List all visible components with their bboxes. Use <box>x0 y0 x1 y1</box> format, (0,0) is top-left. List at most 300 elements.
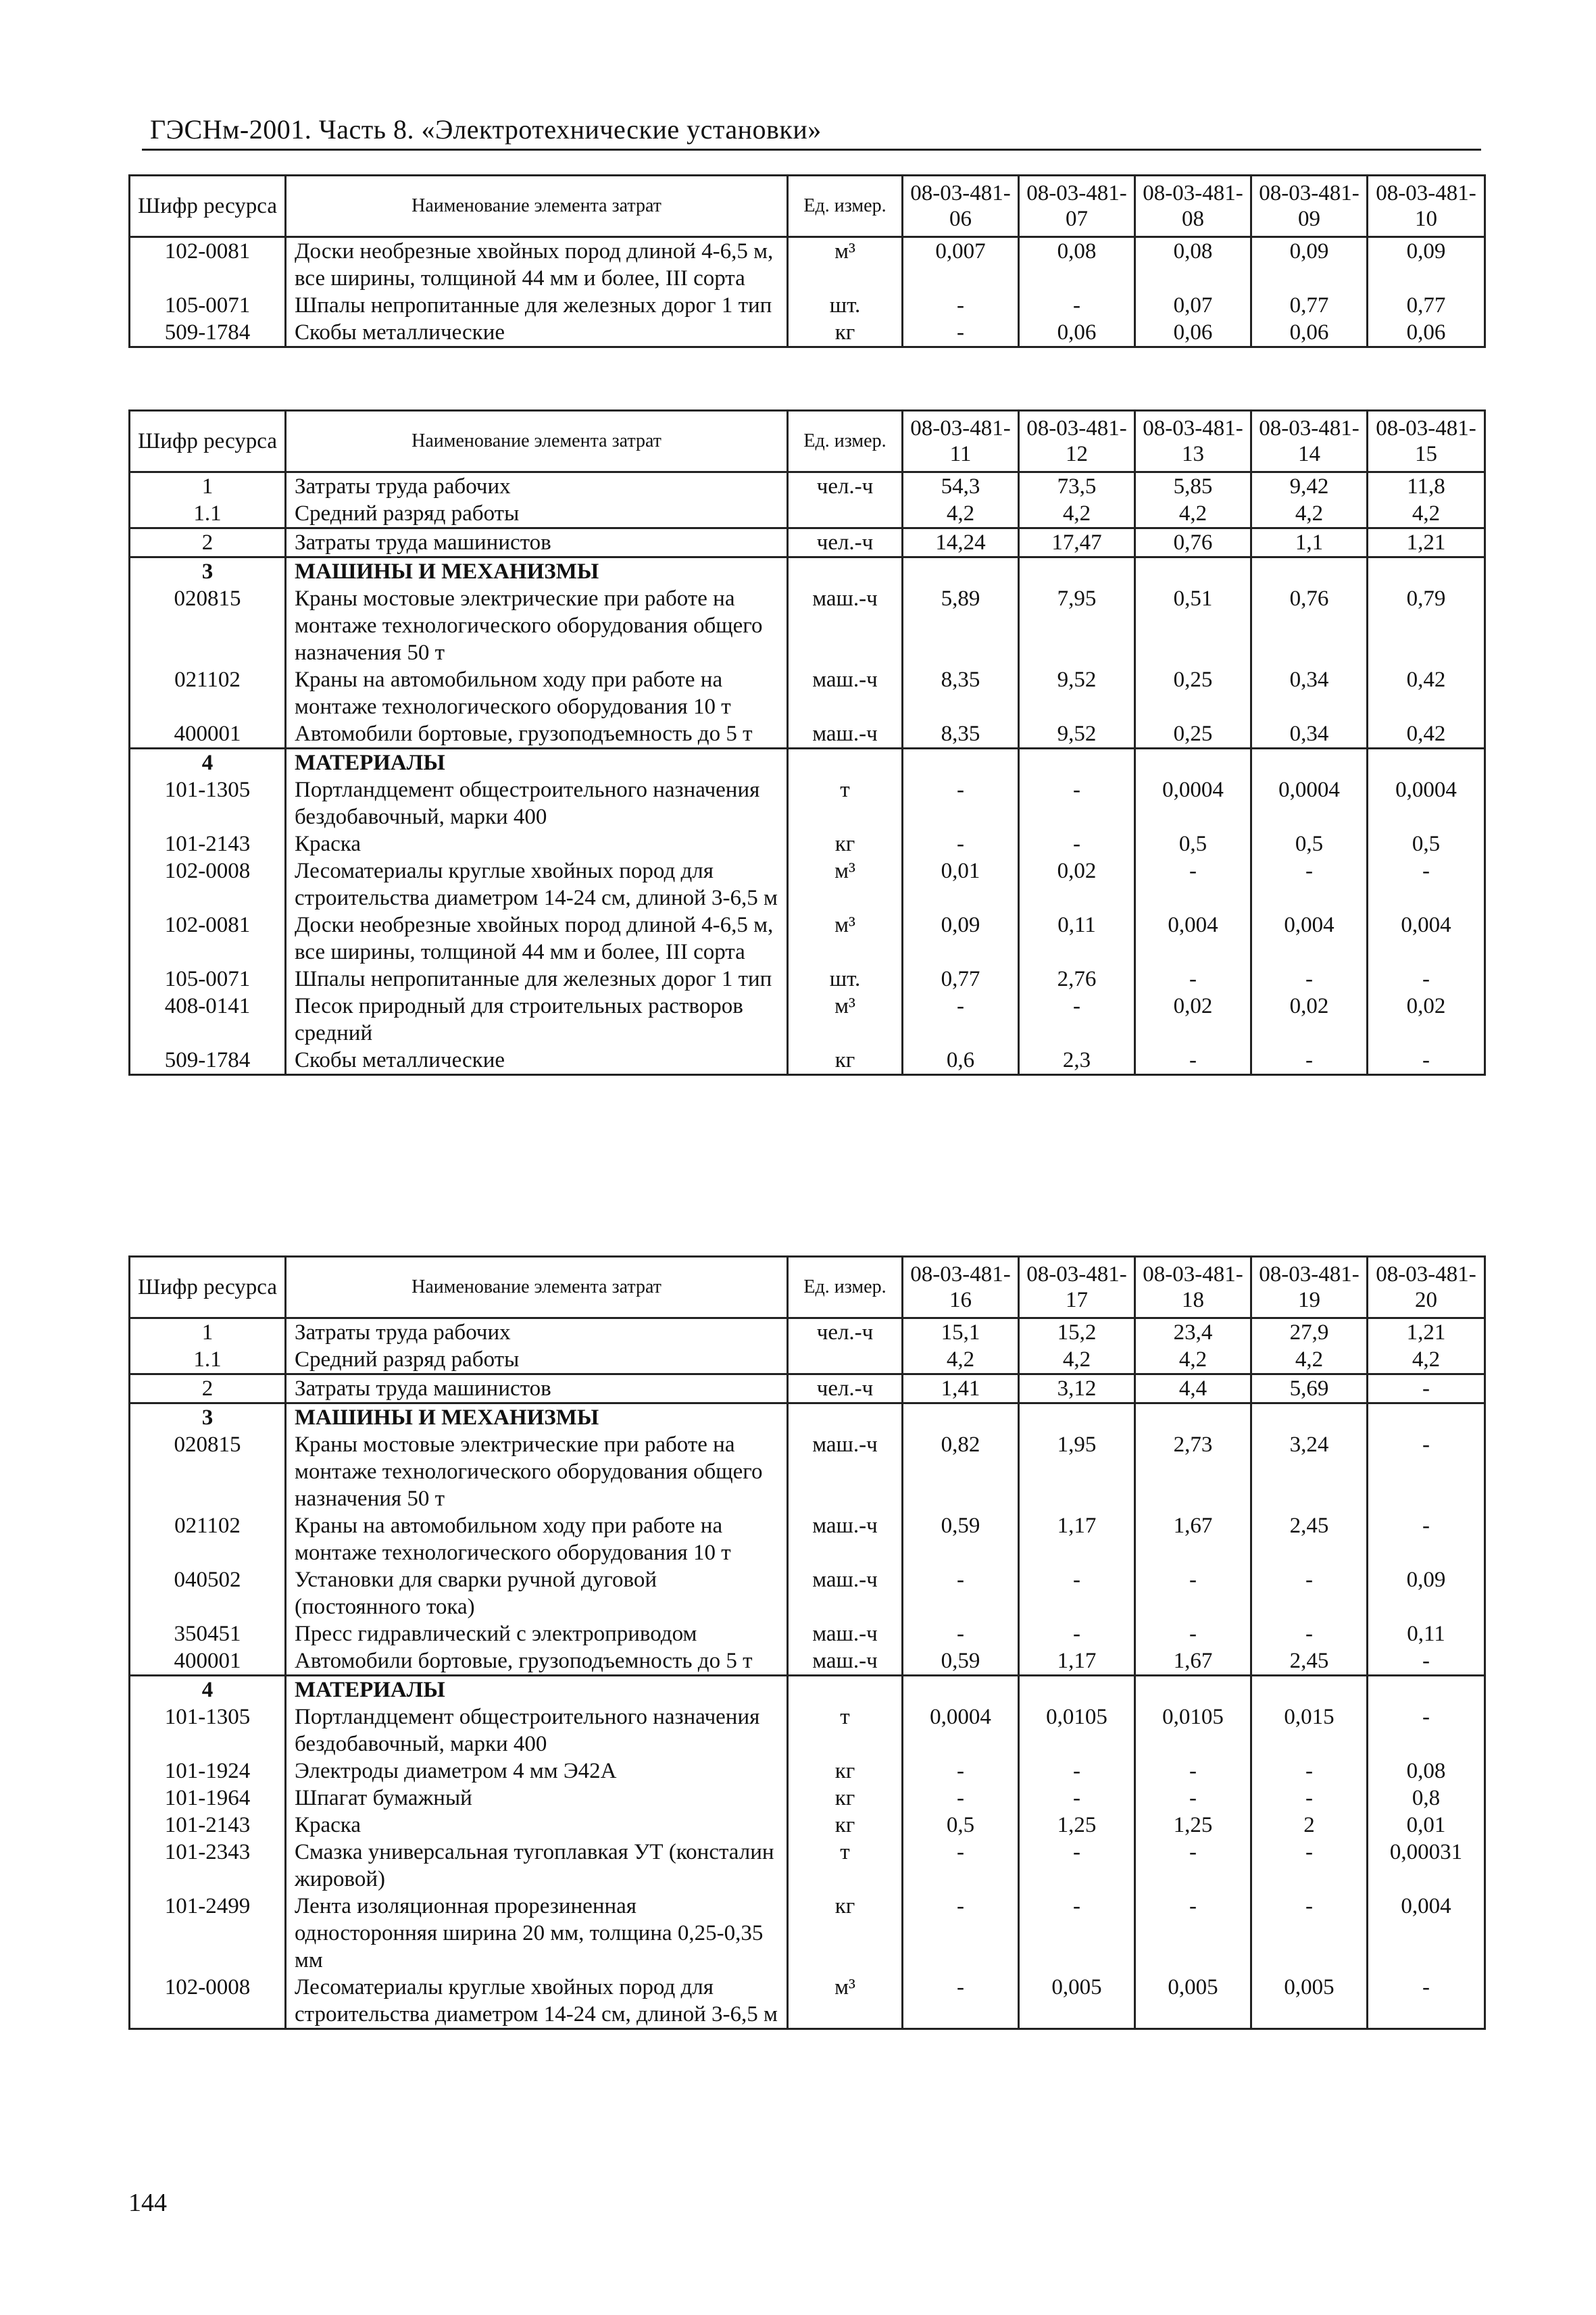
value-cell: 8,35 <box>903 720 1019 749</box>
value-cell: 4,2 <box>1368 1346 1485 1374</box>
header-code: Шифр ресурса <box>130 1257 286 1318</box>
value-cell: - <box>1368 1703 1485 1758</box>
value-cell: - <box>903 830 1019 857</box>
value-cell: 0,11 <box>1368 1620 1485 1647</box>
value-cell: 0,08 <box>1019 237 1135 293</box>
value-cell: 2 <box>1251 1812 1368 1839</box>
value-cell: 0,06 <box>1135 319 1251 347</box>
unit-cell: маш.-ч <box>788 1431 903 1512</box>
unit-cell <box>788 1346 903 1374</box>
value-cell: 15,1 <box>903 1318 1019 1347</box>
value-cell: 4,2 <box>903 500 1019 528</box>
value-cell: 1,17 <box>1019 1512 1135 1566</box>
value-cell: 0,09 <box>1251 237 1368 293</box>
value-cell: - <box>1135 1785 1251 1812</box>
header-norm-code: 08-03-481-07 <box>1019 176 1135 237</box>
unit-cell: т <box>788 1839 903 1893</box>
value-cell <box>1368 749 1485 777</box>
table-row <box>130 1974 1485 2029</box>
value-cell: 0,0105 <box>1135 1703 1251 1758</box>
cost-element-name: Краны мостовые электрические при работе на монтаже технологического оборудования общего назначения 50 т <box>286 585 788 666</box>
unit-cell: т <box>788 776 903 830</box>
table-row <box>130 1839 1485 1893</box>
resource-code: 408-0141 <box>130 993 286 1047</box>
header-name: Наименование элемента затрат <box>286 176 788 237</box>
unit-cell: кг <box>788 1812 903 1839</box>
value-cell: - <box>1251 1047 1368 1075</box>
value-cell <box>903 557 1019 586</box>
resource-code: 102-0081 <box>130 912 286 966</box>
value-cell: - <box>1368 966 1485 993</box>
cost-element-name: Автомобили бортовые, грузоподъемность до 5 т <box>286 1647 788 1676</box>
header-code: Шифр ресурса <box>130 411 286 472</box>
value-cell: - <box>1135 966 1251 993</box>
cost-element-name: МАТЕРИАЛЫ <box>286 1676 788 1704</box>
value-cell: - <box>1019 292 1135 319</box>
cost-element-name: Портландцемент общестроительного назначения бездобавочный, марки 400 <box>286 1703 788 1758</box>
value-cell: 0,08 <box>1368 1758 1485 1785</box>
value-cell <box>1368 1403 1485 1432</box>
unit-cell <box>788 1676 903 1704</box>
value-cell: 0,25 <box>1135 720 1251 749</box>
value-cell: 0,77 <box>903 966 1019 993</box>
value-cell: 9,42 <box>1251 472 1368 501</box>
table-row <box>130 1431 1485 1512</box>
table-row <box>130 1318 1485 1347</box>
value-cell <box>1135 1676 1251 1704</box>
value-cell: 0,5 <box>1135 830 1251 857</box>
value-cell: - <box>1135 1620 1251 1647</box>
cost-element-name: МАТЕРИАЛЫ <box>286 749 788 777</box>
unit-cell: маш.-ч <box>788 1566 903 1620</box>
cost-element-name: Затраты труда машинистов <box>286 1374 788 1403</box>
value-cell: 1,25 <box>1135 1812 1251 1839</box>
cost-element-name: Электроды диаметром 4 мм Э42А <box>286 1758 788 1785</box>
value-cell: - <box>903 1974 1019 2029</box>
resource-code: 105-0071 <box>130 966 286 993</box>
cost-element-name: Затраты труда машинистов <box>286 528 788 557</box>
unit-cell: кг <box>788 1758 903 1785</box>
value-cell: 0,82 <box>903 1431 1019 1512</box>
header-norm-code: 08-03-481-12 <box>1019 411 1135 472</box>
header-name: Наименование элемента затрат <box>286 1257 788 1318</box>
value-cell: 0,5 <box>1251 830 1368 857</box>
table-row <box>130 500 1485 528</box>
value-cell: 0,59 <box>903 1647 1019 1676</box>
value-cell: 0,007 <box>903 237 1019 293</box>
resource-code: 101-2499 <box>130 1893 286 1974</box>
header-norm-code: 08-03-481-20 <box>1368 1257 1485 1318</box>
value-cell: 0,02 <box>1251 993 1368 1047</box>
value-cell: 0,005 <box>1019 1974 1135 2029</box>
value-cell: 1,21 <box>1368 1318 1485 1347</box>
resource-code: 101-1305 <box>130 1703 286 1758</box>
value-cell <box>1251 557 1368 586</box>
value-cell: - <box>1019 1893 1135 1974</box>
value-cell: 0,09 <box>903 912 1019 966</box>
cost-element-name: Шпагат бумажный <box>286 1785 788 1812</box>
resource-code: 021102 <box>130 666 286 720</box>
cost-element-name: МАШИНЫ И МЕХАНИЗМЫ <box>286 557 788 586</box>
table-row <box>130 1566 1485 1620</box>
value-cell: 0,76 <box>1251 585 1368 666</box>
table-row <box>130 993 1485 1047</box>
value-cell: 0,25 <box>1135 666 1251 720</box>
resource-code: 2 <box>130 1374 286 1403</box>
header-unit: Ед. измер. <box>788 1257 903 1318</box>
table-row <box>130 966 1485 993</box>
value-cell: 1,95 <box>1019 1431 1135 1512</box>
value-cell: 4,2 <box>1135 1346 1251 1374</box>
value-cell: - <box>1135 857 1251 912</box>
value-cell: 0,09 <box>1368 237 1485 293</box>
cost-element-name: Пресс гидравлический с электроприводом <box>286 1620 788 1647</box>
resource-code: 102-0008 <box>130 857 286 912</box>
value-cell: 5,69 <box>1251 1374 1368 1403</box>
resource-code: 1 <box>130 472 286 501</box>
unit-cell: маш.-ч <box>788 1512 903 1566</box>
unit-cell: кг <box>788 1785 903 1812</box>
value-cell: 0,5 <box>1368 830 1485 857</box>
resource-code: 3 <box>130 557 286 586</box>
value-cell: 0,02 <box>1368 993 1485 1047</box>
value-cell: - <box>1368 1374 1485 1403</box>
resource-code: 1.1 <box>130 1346 286 1374</box>
value-cell: - <box>1251 1620 1368 1647</box>
table-row <box>130 585 1485 666</box>
value-cell: 17,47 <box>1019 528 1135 557</box>
value-cell: 0,0105 <box>1019 1703 1135 1758</box>
value-cell: 0,51 <box>1135 585 1251 666</box>
value-cell: 2,73 <box>1135 1431 1251 1512</box>
cost-element-name: Установки для сварки ручной дуговой (постоянного тока) <box>286 1566 788 1620</box>
unit-cell: м³ <box>788 237 903 293</box>
table-row <box>130 857 1485 912</box>
value-cell: 0,77 <box>1368 292 1485 319</box>
resource-code: 350451 <box>130 1620 286 1647</box>
value-cell <box>1135 557 1251 586</box>
value-cell: 0,01 <box>903 857 1019 912</box>
value-cell: 4,2 <box>903 1346 1019 1374</box>
table-row <box>130 1374 1485 1403</box>
unit-cell <box>788 500 903 528</box>
value-cell: - <box>1251 1785 1368 1812</box>
value-cell <box>1368 1676 1485 1704</box>
table-row <box>130 1703 1485 1758</box>
unit-cell <box>788 1403 903 1432</box>
resource-code: 4 <box>130 749 286 777</box>
value-cell: 0,0004 <box>1135 776 1251 830</box>
value-cell <box>1019 1676 1135 1704</box>
cost-element-name: Краска <box>286 1812 788 1839</box>
value-cell <box>1135 749 1251 777</box>
table-row <box>130 1403 1485 1432</box>
value-cell: 1,17 <box>1019 1647 1135 1676</box>
value-cell: 1,67 <box>1135 1512 1251 1566</box>
value-cell <box>903 1676 1019 1704</box>
table-row <box>130 292 1485 319</box>
value-cell: 0,34 <box>1251 666 1368 720</box>
resource-code: 1.1 <box>130 500 286 528</box>
resource-code: 509-1784 <box>130 319 286 347</box>
value-cell: 0,11 <box>1019 912 1135 966</box>
value-cell: - <box>1251 857 1368 912</box>
table-row <box>130 528 1485 557</box>
value-cell: - <box>1019 993 1135 1047</box>
resource-code: 105-0071 <box>130 292 286 319</box>
value-cell: 0,34 <box>1251 720 1368 749</box>
unit-cell: м³ <box>788 912 903 966</box>
unit-cell: чел.-ч <box>788 1318 903 1347</box>
value-cell: 1,41 <box>903 1374 1019 1403</box>
value-cell: - <box>1019 830 1135 857</box>
unit-cell: маш.-ч <box>788 666 903 720</box>
value-cell: 4,2 <box>1251 1346 1368 1374</box>
resource-code: 400001 <box>130 1647 286 1676</box>
value-cell: 0,07 <box>1135 292 1251 319</box>
value-cell <box>1135 1403 1251 1432</box>
value-cell: 9,52 <box>1019 666 1135 720</box>
value-cell: 0,5 <box>903 1812 1019 1839</box>
value-cell: 15,2 <box>1019 1318 1135 1347</box>
table-row <box>130 1785 1485 1812</box>
unit-cell: чел.-ч <box>788 528 903 557</box>
value-cell: 0,6 <box>903 1047 1019 1075</box>
header-norm-code: 08-03-481-11 <box>903 411 1019 472</box>
value-cell: 0,005 <box>1135 1974 1251 2029</box>
cost-table-3 <box>128 1255 1486 2030</box>
value-cell: 3,24 <box>1251 1431 1368 1512</box>
value-cell <box>1251 749 1368 777</box>
value-cell: 0,0004 <box>903 1703 1019 1758</box>
cost-element-name: Доски необрезные хвойных пород длиной 4-6,5 м, все ширины, толщиной 44 мм и более, III сорта <box>286 237 788 293</box>
value-cell: - <box>903 993 1019 1047</box>
value-cell: 14,24 <box>903 528 1019 557</box>
value-cell: 0,42 <box>1368 720 1485 749</box>
value-cell: 1,21 <box>1368 528 1485 557</box>
value-cell: 0,004 <box>1251 912 1368 966</box>
resource-code: 4 <box>130 1676 286 1704</box>
table-row <box>130 1758 1485 1785</box>
header-norm-code: 08-03-481-09 <box>1251 176 1368 237</box>
value-cell: 4,2 <box>1251 500 1368 528</box>
value-cell: 9,52 <box>1019 720 1135 749</box>
resource-code: 040502 <box>130 1566 286 1620</box>
value-cell: 0,42 <box>1368 666 1485 720</box>
value-cell: - <box>903 1566 1019 1620</box>
cost-element-name: Лесоматериалы круглые хвойных пород для строительства диаметром 14-24 см, длиной 3-6,5 м <box>286 857 788 912</box>
value-cell: - <box>1368 1431 1485 1512</box>
value-cell: 8,35 <box>903 666 1019 720</box>
cost-element-name: МАШИНЫ И МЕХАНИЗМЫ <box>286 1403 788 1432</box>
table-row <box>130 912 1485 966</box>
value-cell: 0,06 <box>1251 319 1368 347</box>
value-cell <box>903 749 1019 777</box>
value-cell <box>1019 749 1135 777</box>
value-cell: 0,77 <box>1251 292 1368 319</box>
value-cell: 1,25 <box>1019 1812 1135 1839</box>
cost-element-name: Средний разряд работы <box>286 500 788 528</box>
value-cell: - <box>1135 1047 1251 1075</box>
unit-cell: маш.-ч <box>788 1647 903 1676</box>
value-cell: - <box>1368 1512 1485 1566</box>
header-norm-code: 08-03-481-10 <box>1368 176 1485 237</box>
table-row <box>130 720 1485 749</box>
value-cell: 3,12 <box>1019 1374 1135 1403</box>
header-norm-code: 08-03-481-18 <box>1135 1257 1251 1318</box>
cost-table-1 <box>128 174 1486 348</box>
table-row <box>130 1893 1485 1974</box>
value-cell: - <box>1251 1893 1368 1974</box>
resource-code: 101-2343 <box>130 1839 286 1893</box>
table-row <box>130 666 1485 720</box>
value-cell: - <box>1135 1893 1251 1974</box>
cost-element-name: Затраты труда рабочих <box>286 1318 788 1347</box>
value-cell: 0,09 <box>1368 1566 1485 1620</box>
table-row <box>130 237 1485 293</box>
value-cell: 54,3 <box>903 472 1019 501</box>
unit-cell: маш.-ч <box>788 720 903 749</box>
resource-code: 1 <box>130 1318 286 1347</box>
value-cell: - <box>1251 1566 1368 1620</box>
unit-cell: кг <box>788 319 903 347</box>
value-cell <box>1251 1403 1368 1432</box>
table-header-row <box>130 411 1485 472</box>
value-cell: 0,01 <box>1368 1812 1485 1839</box>
value-cell: 11,8 <box>1368 472 1485 501</box>
table-row <box>130 1647 1485 1676</box>
value-cell: 0,02 <box>1135 993 1251 1047</box>
value-cell: - <box>1135 1566 1251 1620</box>
resource-code: 021102 <box>130 1512 286 1566</box>
value-cell: - <box>1019 1839 1135 1893</box>
value-cell <box>903 1403 1019 1432</box>
value-cell <box>1251 1676 1368 1704</box>
resource-code: 101-1964 <box>130 1785 286 1812</box>
value-cell: 1,1 <box>1251 528 1368 557</box>
value-cell: 2,76 <box>1019 966 1135 993</box>
header-unit: Ед. измер. <box>788 176 903 237</box>
value-cell: - <box>903 1620 1019 1647</box>
value-cell: 4,2 <box>1135 500 1251 528</box>
header-norm-code: 08-03-481-16 <box>903 1257 1019 1318</box>
value-cell: - <box>1368 1647 1485 1676</box>
cost-element-name: Шпалы непропитанные для железных дорог 1 тип <box>286 292 788 319</box>
value-cell: - <box>1251 1839 1368 1893</box>
cost-element-name: Шпалы непропитанные для железных дорог 1 тип <box>286 966 788 993</box>
value-cell: 0,79 <box>1368 585 1485 666</box>
value-cell: 0,59 <box>903 1512 1019 1566</box>
cost-element-name: Песок природный для строительных растворов средний <box>286 993 788 1047</box>
unit-cell: м³ <box>788 993 903 1047</box>
value-cell: - <box>1251 966 1368 993</box>
value-cell: 0,02 <box>1019 857 1135 912</box>
table-header-row <box>130 176 1485 237</box>
value-cell: 5,89 <box>903 585 1019 666</box>
unit-cell <box>788 557 903 586</box>
value-cell: - <box>903 1893 1019 1974</box>
unit-cell: т <box>788 1703 903 1758</box>
header-rule <box>142 149 1481 151</box>
cost-element-name: Смазка универсальная тугоплавкая УТ (консталин жировой) <box>286 1839 788 1893</box>
table-row <box>130 557 1485 586</box>
value-cell: 0,8 <box>1368 1785 1485 1812</box>
cost-table-2 <box>128 409 1486 1076</box>
value-cell: - <box>1135 1758 1251 1785</box>
resource-code: 101-2143 <box>130 830 286 857</box>
table-header-row <box>130 1257 1485 1318</box>
cost-element-name: Портландцемент общестроительного назначения бездобавочный, марки 400 <box>286 776 788 830</box>
cost-element-name: Краны мостовые электрические при работе на монтаже технологического оборудования общего назначения 50 т <box>286 1431 788 1512</box>
value-cell: - <box>1019 1785 1135 1812</box>
resource-code: 400001 <box>130 720 286 749</box>
value-cell: 0,005 <box>1251 1974 1368 2029</box>
value-cell: - <box>903 1785 1019 1812</box>
value-cell <box>1019 1403 1135 1432</box>
table-row <box>130 1512 1485 1566</box>
value-cell: - <box>1251 1758 1368 1785</box>
page-number: 144 <box>128 2189 167 2217</box>
value-cell: - <box>903 1758 1019 1785</box>
unit-cell: кг <box>788 1893 903 1974</box>
header-name: Наименование элемента затрат <box>286 411 788 472</box>
value-cell: 0,00031 <box>1368 1839 1485 1893</box>
header-norm-code: 08-03-481-15 <box>1368 411 1485 472</box>
cost-element-name: Лента изоляционная прорезиненная односторонняя ширина 20 мм, толщина 0,25-0,35 мм <box>286 1893 788 1974</box>
value-cell: 0,08 <box>1135 237 1251 293</box>
value-cell: 73,5 <box>1019 472 1135 501</box>
value-cell: - <box>903 319 1019 347</box>
resource-code: 2 <box>130 528 286 557</box>
unit-cell <box>788 749 903 777</box>
table-row <box>130 830 1485 857</box>
table-row <box>130 1346 1485 1374</box>
value-cell: 0,06 <box>1368 319 1485 347</box>
unit-cell: шт. <box>788 292 903 319</box>
value-cell: 0,004 <box>1368 1893 1485 1974</box>
value-cell: 0,0004 <box>1251 776 1368 830</box>
cost-element-name: Краска <box>286 830 788 857</box>
cost-element-name: Скобы металлические <box>286 1047 788 1075</box>
header-norm-code: 08-03-481-06 <box>903 176 1019 237</box>
unit-cell: кг <box>788 830 903 857</box>
resource-code: 101-1305 <box>130 776 286 830</box>
resource-code: 020815 <box>130 585 286 666</box>
table-row <box>130 1676 1485 1704</box>
value-cell: - <box>903 292 1019 319</box>
unit-cell: м³ <box>788 857 903 912</box>
cost-element-name: Краны на автомобильном ходу при работе на монтаже технологического оборудования 10 т <box>286 666 788 720</box>
value-cell: 4,2 <box>1019 500 1135 528</box>
table-row <box>130 776 1485 830</box>
unit-cell: чел.-ч <box>788 472 903 501</box>
resource-code: 101-1924 <box>130 1758 286 1785</box>
value-cell: - <box>903 1839 1019 1893</box>
value-cell <box>1019 557 1135 586</box>
cost-element-name: Лесоматериалы круглые хвойных пород для строительства диаметром 14-24 см, длиной 3-6,5 м <box>286 1974 788 2029</box>
header-unit: Ед. измер. <box>788 411 903 472</box>
value-cell: 4,4 <box>1135 1374 1251 1403</box>
header-norm-code: 08-03-481-14 <box>1251 411 1368 472</box>
value-cell: - <box>1019 1566 1135 1620</box>
page-header: ГЭСНм-2001. Часть 8. «Электротехнические установки» <box>150 114 822 145</box>
value-cell: 4,2 <box>1368 500 1485 528</box>
value-cell: 0,004 <box>1135 912 1251 966</box>
header-norm-code: 08-03-481-08 <box>1135 176 1251 237</box>
resource-code: 101-2143 <box>130 1812 286 1839</box>
resource-code: 020815 <box>130 1431 286 1512</box>
value-cell: 7,95 <box>1019 585 1135 666</box>
